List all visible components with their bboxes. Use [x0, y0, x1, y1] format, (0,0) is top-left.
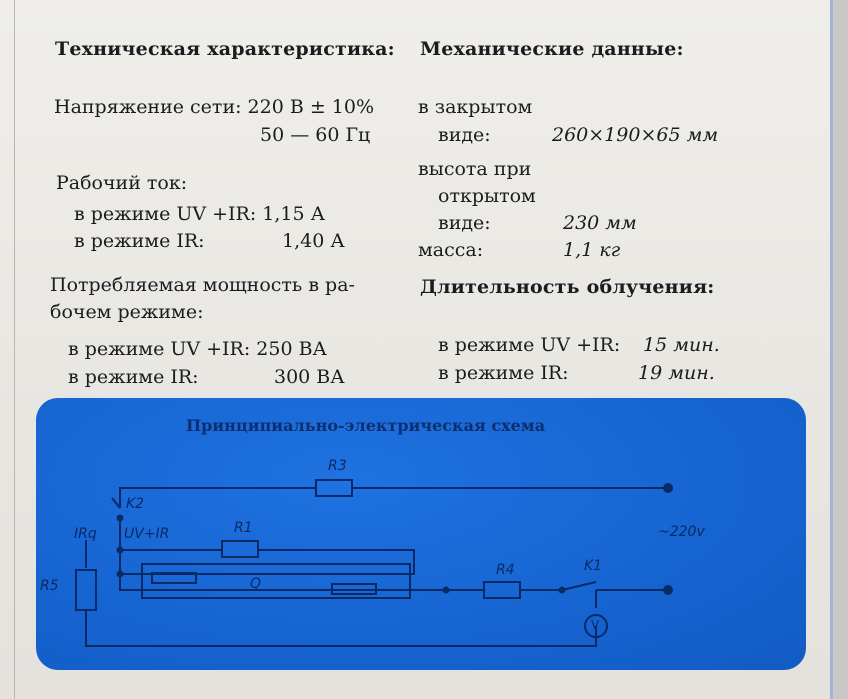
- duration-uvir-value: 15 мин.: [643, 334, 720, 356]
- power-heading-line2: бочем режиме:: [50, 301, 204, 323]
- label-k1: K1: [584, 558, 603, 574]
- junction-5: [559, 587, 566, 594]
- height-line1: высота при: [418, 158, 532, 180]
- resistor-r1: [222, 541, 258, 557]
- label-r1: R1: [234, 520, 253, 536]
- junction-3: [117, 571, 124, 578]
- height-value: 230 мм: [563, 212, 637, 234]
- duration-heading: Длительность облучения:: [420, 276, 715, 298]
- duration-uvir-label: в режиме UV +IR:: [438, 334, 621, 356]
- label-k2: K2: [126, 496, 145, 512]
- power-ir-value: 300 ВА: [274, 366, 345, 388]
- power-heading-line1: Потребляемая мощность в ра-: [50, 274, 355, 296]
- wire-bottom: [86, 610, 596, 646]
- power-uvir-line: в режиме UV +IR: 250 ВА: [68, 338, 327, 360]
- label-irq: IRq: [74, 526, 97, 542]
- height-line3-label: виде:: [438, 212, 491, 234]
- junction-4: [443, 587, 450, 594]
- schematic-title: Принципиально-электрическая схема: [186, 416, 546, 435]
- switch-k1: [562, 582, 666, 590]
- junction-1: [117, 515, 124, 522]
- mass-label: масса:: [418, 239, 484, 261]
- closed-line1: в закрытом: [418, 96, 533, 118]
- label-q: Q: [250, 576, 262, 592]
- frequency-line: 50 — 60 Гц: [260, 124, 371, 146]
- height-line2: открытом: [438, 185, 536, 207]
- terminal-top: [664, 484, 672, 492]
- tech-heading: Техническая характеристика:: [55, 38, 395, 60]
- terminal-bottom: [664, 586, 672, 594]
- closed-line2-label: виде:: [438, 124, 491, 146]
- junction-2: [117, 547, 124, 554]
- current-heading: Рабочий ток:: [56, 172, 188, 194]
- voltage-line: Напряжение сети: 220 В ± 10%: [54, 96, 375, 118]
- lamp-q: [142, 564, 410, 598]
- current-ir-value: 1,40 А: [282, 230, 345, 252]
- label-uvir: UV+IR: [124, 526, 170, 542]
- resistor-r3: [316, 480, 352, 496]
- wire-top: [120, 488, 316, 508]
- label-r4: R4: [496, 562, 515, 578]
- wire-r1-right: [120, 550, 414, 574]
- current-uvir-line: в режиме UV +IR: 1,15 А: [74, 203, 326, 225]
- label-voltmeter: V: [591, 618, 600, 632]
- current-ir-label: в режиме IR:: [74, 230, 205, 252]
- schematic-panel: [36, 398, 806, 670]
- power-ir-label: в режиме IR:: [68, 366, 199, 388]
- switch-k2: [112, 498, 120, 508]
- duration-ir-value: 19 мин.: [638, 362, 715, 384]
- label-r3: R3: [328, 458, 347, 474]
- page-edge: [14, 0, 15, 699]
- closed-dimensions: 260×190×65 мм: [552, 124, 719, 146]
- duration-ir-label: в режиме IR:: [438, 362, 569, 384]
- mass-value: 1,1 кг: [563, 239, 621, 261]
- label-mains: ~220v: [658, 524, 705, 540]
- mech-heading: Механические данные:: [420, 38, 684, 60]
- resistor-r4: [484, 582, 520, 598]
- label-r5: R5: [40, 578, 59, 594]
- resistor-r5: [76, 570, 96, 610]
